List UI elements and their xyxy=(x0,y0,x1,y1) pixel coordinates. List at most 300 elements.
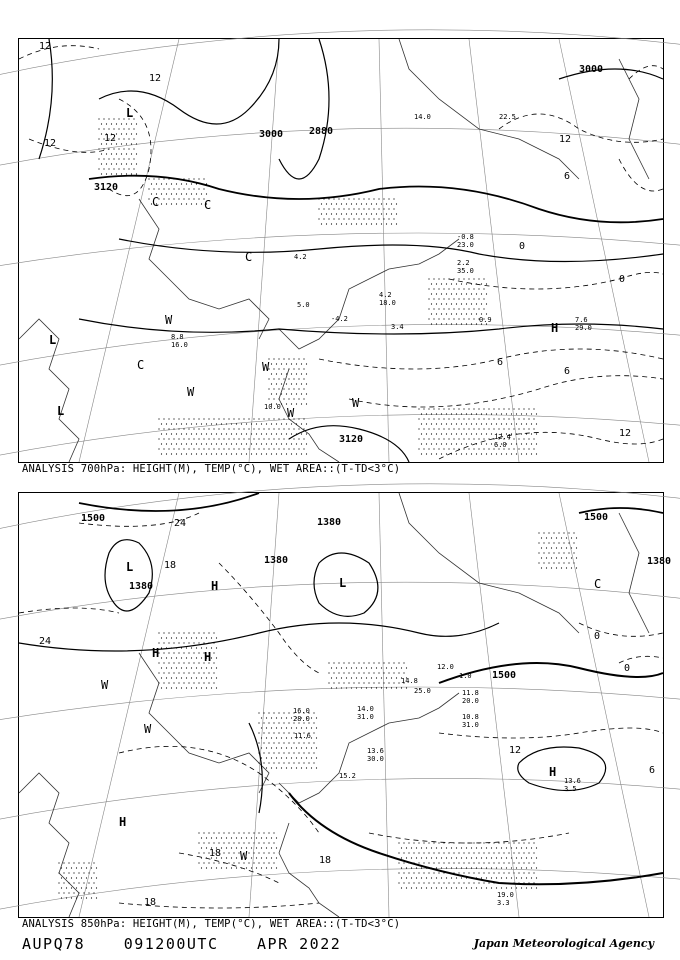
wet-dot xyxy=(186,657,187,658)
wet-dot xyxy=(216,647,217,648)
wet-dot xyxy=(486,413,487,414)
wet-dot xyxy=(478,438,479,439)
wet-dot xyxy=(171,657,172,658)
wet-dot xyxy=(276,737,277,738)
wet-dot xyxy=(511,443,512,444)
wet-dot xyxy=(486,887,487,888)
wet-dot xyxy=(516,413,517,414)
wet-dot xyxy=(388,218,389,219)
wet-dot xyxy=(501,423,502,424)
wet-dot xyxy=(188,642,189,643)
wet-dot xyxy=(226,847,227,848)
map-panel-700hpa xyxy=(18,38,664,463)
wet-dot xyxy=(363,218,364,219)
wet-dot xyxy=(511,423,512,424)
wet-dot xyxy=(406,877,407,878)
wet-dot xyxy=(373,662,374,663)
wet-dot xyxy=(491,887,492,888)
wet-dot xyxy=(546,557,547,558)
wet-dot xyxy=(183,438,184,439)
wet-dot xyxy=(68,872,69,873)
wet-dot xyxy=(246,867,247,868)
wet-dot xyxy=(428,428,429,429)
wet-dot xyxy=(183,672,184,673)
wet-dot xyxy=(273,378,274,379)
wet-dot xyxy=(476,293,477,294)
wet-dot xyxy=(216,837,217,838)
wet-dot xyxy=(283,762,284,763)
wet-dot xyxy=(523,862,524,863)
wet-dot xyxy=(168,632,169,633)
wet-dot xyxy=(476,857,477,858)
wet-dot xyxy=(483,278,484,279)
wet-dot xyxy=(261,837,262,838)
wet-dot xyxy=(168,672,169,673)
wet-dot xyxy=(281,363,282,364)
wet-dot xyxy=(468,308,469,309)
chart-code: AUPQ78 xyxy=(22,935,86,953)
wet-dot xyxy=(536,857,537,858)
wet-dot xyxy=(158,642,159,643)
wet-dot xyxy=(381,223,382,224)
wet-dot xyxy=(306,747,307,748)
wet-dot xyxy=(446,443,447,444)
wet-dot xyxy=(243,418,244,419)
wet-dot xyxy=(246,837,247,838)
wet-dot xyxy=(383,682,384,683)
wet-dot xyxy=(493,872,494,873)
wet-dot xyxy=(263,752,264,753)
wet-dot xyxy=(101,133,102,134)
wet-dot xyxy=(256,867,257,868)
wet-dot xyxy=(493,428,494,429)
wet-dot xyxy=(243,448,244,449)
wet-dot xyxy=(476,847,477,848)
wet-dot xyxy=(133,158,134,159)
wet-dot xyxy=(418,418,419,419)
wet-dot xyxy=(186,687,187,688)
wet-dot xyxy=(358,218,359,219)
wet-dot xyxy=(338,682,339,683)
wet-dot xyxy=(163,428,164,429)
station-value: 4.2 xyxy=(294,253,307,261)
wet-dot xyxy=(271,847,272,848)
wet-dot xyxy=(551,567,552,568)
wet-dot xyxy=(206,647,207,648)
pressure-centers-700 xyxy=(49,106,558,420)
temp-label: 12 xyxy=(104,133,117,144)
wet-dot xyxy=(236,433,237,434)
wet-dot xyxy=(88,862,89,863)
wet-dot xyxy=(181,183,182,184)
wet-dot xyxy=(261,737,262,738)
wet-dot xyxy=(211,453,212,454)
station-value: 23.0 xyxy=(457,241,474,249)
wet-dot xyxy=(398,852,399,853)
wet-dot xyxy=(316,727,317,728)
wet-dot xyxy=(441,867,442,868)
wet-dot xyxy=(281,717,282,718)
wet-dot xyxy=(113,118,114,119)
wet-dot xyxy=(528,428,529,429)
wet-dot xyxy=(203,852,204,853)
wet-dot xyxy=(431,313,432,314)
wet-dot xyxy=(158,188,159,189)
wet-dot xyxy=(178,448,179,449)
wet-dot xyxy=(273,358,274,359)
wet-dot xyxy=(373,682,374,683)
wet-dot xyxy=(281,747,282,748)
wet-dot xyxy=(261,453,262,454)
wet-dot xyxy=(571,567,572,568)
map-700hpa-svg xyxy=(19,39,663,462)
wet-dot xyxy=(303,378,304,379)
wet-dot xyxy=(273,428,274,429)
wet-dot xyxy=(496,867,497,868)
wet-dot xyxy=(371,203,372,204)
wet-dot xyxy=(423,418,424,419)
wet-dot xyxy=(271,727,272,728)
wet-dot xyxy=(178,682,179,683)
wet-dot xyxy=(441,443,442,444)
wet-dot xyxy=(283,712,284,713)
wet-dot xyxy=(101,163,102,164)
wet-dot xyxy=(483,862,484,863)
wet-dot xyxy=(438,278,439,279)
wet-dot xyxy=(381,213,382,214)
wet-dot xyxy=(311,717,312,718)
wet-dot xyxy=(421,443,422,444)
wet-dot xyxy=(188,418,189,419)
wet-dot xyxy=(238,438,239,439)
wet-dot xyxy=(371,687,372,688)
wet-dot xyxy=(183,428,184,429)
wet-dot xyxy=(196,203,197,204)
wet-dot xyxy=(501,867,502,868)
wet-dot xyxy=(433,842,434,843)
station-value: 13.6 xyxy=(564,777,581,785)
wet-dot xyxy=(448,852,449,853)
wet-dot xyxy=(188,632,189,633)
wet-dot xyxy=(338,672,339,673)
wet-dot xyxy=(401,847,402,848)
chart-time: 091200UTC xyxy=(123,935,219,953)
wet-dot xyxy=(251,857,252,858)
wet-dot xyxy=(176,687,177,688)
wet-dot xyxy=(471,857,472,858)
wet-dot xyxy=(176,657,177,658)
wet-dot xyxy=(286,373,287,374)
wet-dot xyxy=(196,667,197,668)
wet-dot xyxy=(413,852,414,853)
wet-dot xyxy=(258,722,259,723)
wet-dot xyxy=(486,283,487,284)
wet-dot xyxy=(471,847,472,848)
wet-dot xyxy=(131,123,132,124)
wet-dot xyxy=(251,847,252,848)
wet-dot xyxy=(376,677,377,678)
wet-dot xyxy=(411,867,412,868)
wet-dot xyxy=(271,767,272,768)
wet-dot xyxy=(498,428,499,429)
warm-center: W xyxy=(262,360,270,374)
wet-dot xyxy=(388,682,389,683)
wet-dot xyxy=(393,672,394,673)
wet-dot xyxy=(251,423,252,424)
wet-dot xyxy=(496,413,497,414)
wet-dot xyxy=(403,882,404,883)
wet-dot xyxy=(346,213,347,214)
wet-dot xyxy=(281,767,282,768)
wet-dot xyxy=(273,722,274,723)
wet-dot xyxy=(428,852,429,853)
wet-dot xyxy=(276,747,277,748)
wet-dot xyxy=(168,682,169,683)
wet-dot xyxy=(201,637,202,638)
wet-dot xyxy=(526,453,527,454)
wet-dot xyxy=(536,847,537,848)
wet-dot xyxy=(483,298,484,299)
wet-dot xyxy=(418,408,419,409)
wet-dot xyxy=(303,398,304,399)
wet-dot xyxy=(481,453,482,454)
wet-dot xyxy=(446,453,447,454)
wet-dot xyxy=(386,687,387,688)
wet-dot xyxy=(531,887,532,888)
wet-dot xyxy=(111,163,112,164)
wet-dot xyxy=(291,403,292,404)
wet-dot xyxy=(536,453,537,454)
wet-dot xyxy=(298,388,299,389)
wet-dot xyxy=(213,662,214,663)
wet-dot xyxy=(178,652,179,653)
wet-dot xyxy=(216,443,217,444)
wet-dot xyxy=(193,438,194,439)
wet-dot xyxy=(228,448,229,449)
wet-dot xyxy=(441,293,442,294)
wet-dot xyxy=(248,448,249,449)
wet-dot xyxy=(281,383,282,384)
wet-dot xyxy=(573,542,574,543)
wet-dot xyxy=(558,532,559,533)
wet-dot xyxy=(453,882,454,883)
wet-dot xyxy=(453,318,454,319)
wet-dot xyxy=(186,647,187,648)
height-label: 1380 xyxy=(264,555,289,566)
wet-dot xyxy=(483,842,484,843)
warm-center: W xyxy=(287,406,295,420)
wet-dot xyxy=(486,867,487,868)
wet-dot xyxy=(63,862,64,863)
wet-dot xyxy=(463,438,464,439)
wet-dot xyxy=(448,308,449,309)
wet-dot xyxy=(286,757,287,758)
wet-dot xyxy=(481,867,482,868)
wet-dot xyxy=(443,418,444,419)
station-value: 12.0 xyxy=(437,663,454,671)
wet-dot xyxy=(246,443,247,444)
wet-dot xyxy=(461,877,462,878)
wet-dot xyxy=(463,308,464,309)
wet-dot xyxy=(221,443,222,444)
wet-dot xyxy=(456,423,457,424)
wet-dot xyxy=(206,847,207,848)
wet-dot xyxy=(171,687,172,688)
wet-dot xyxy=(133,118,134,119)
wet-dot xyxy=(453,438,454,439)
wet-dot xyxy=(468,448,469,449)
wet-dot xyxy=(128,148,129,149)
wet-dot xyxy=(298,448,299,449)
wet-dot xyxy=(401,867,402,868)
wet-dot xyxy=(161,637,162,638)
wet-dot xyxy=(198,642,199,643)
wet-dot xyxy=(376,667,377,668)
wet-dot xyxy=(291,423,292,424)
wet-dot xyxy=(268,842,269,843)
wet-dot xyxy=(433,408,434,409)
height-label: 1500 xyxy=(492,670,517,681)
wet-dot xyxy=(278,722,279,723)
wet-dot xyxy=(263,428,264,429)
wet-dot xyxy=(281,393,282,394)
wet-dot xyxy=(406,667,407,668)
wet-dot xyxy=(168,188,169,189)
wet-dot xyxy=(318,218,319,219)
wet-dot xyxy=(473,448,474,449)
wet-dot xyxy=(441,847,442,848)
wet-dot xyxy=(271,433,272,434)
wet-dot xyxy=(478,408,479,409)
wet-dot xyxy=(93,872,94,873)
wet-dot xyxy=(121,163,122,164)
wet-dot xyxy=(191,423,192,424)
wet-dot xyxy=(203,188,204,189)
wet-dot xyxy=(358,208,359,209)
temp-label: 24 xyxy=(174,518,187,529)
wet-dot xyxy=(473,862,474,863)
cold-center: C xyxy=(594,577,602,591)
wet-dot xyxy=(431,303,432,304)
wet-dot xyxy=(526,887,527,888)
wet-dot xyxy=(301,757,302,758)
wet-dot xyxy=(421,423,422,424)
wet-dot xyxy=(558,552,559,553)
wet-dot xyxy=(188,198,189,199)
wet-dot xyxy=(296,423,297,424)
wet-dot xyxy=(266,747,267,748)
wet-dot xyxy=(341,203,342,204)
wet-dot xyxy=(423,408,424,409)
wet-dot xyxy=(506,423,507,424)
wet-dot xyxy=(563,532,564,533)
wet-dot xyxy=(316,767,317,768)
wet-dot xyxy=(86,897,87,898)
wet-dot xyxy=(136,163,137,164)
warm-center: W xyxy=(240,849,248,863)
wet-dot xyxy=(453,852,454,853)
wet-dot xyxy=(463,852,464,853)
wet-dot xyxy=(91,877,92,878)
wet-dot xyxy=(261,847,262,848)
wet-dot xyxy=(478,288,479,289)
station-value: 6.0 xyxy=(494,441,507,449)
wet-dot xyxy=(471,443,472,444)
wet-dot xyxy=(366,677,367,678)
wet-dot xyxy=(311,737,312,738)
wet-dot xyxy=(161,183,162,184)
wet-dot xyxy=(168,652,169,653)
wet-dot xyxy=(446,847,447,848)
wet-dot xyxy=(126,133,127,134)
wet-dot xyxy=(176,423,177,424)
wet-dot xyxy=(166,443,167,444)
wet-dot xyxy=(463,408,464,409)
wet-dot xyxy=(401,687,402,688)
wet-dot xyxy=(358,672,359,673)
wet-dot xyxy=(483,418,484,419)
wet-dot xyxy=(416,867,417,868)
wet-dot xyxy=(166,687,167,688)
wet-dot xyxy=(183,418,184,419)
wet-dot xyxy=(313,722,314,723)
wet-dot xyxy=(228,418,229,419)
caption-850hpa: ANALYSIS 850hPa: HEIGHT(M), TEMP(°C), WET AREA::(T-TD<3°C) xyxy=(22,918,401,930)
wet-dot xyxy=(171,433,172,434)
wet-dot xyxy=(306,453,307,454)
wet-dot xyxy=(433,852,434,853)
wet-dot xyxy=(371,667,372,668)
wet-dot xyxy=(331,203,332,204)
wet-dot xyxy=(288,712,289,713)
wet-dot xyxy=(201,847,202,848)
wet-dot xyxy=(338,218,339,219)
wet-dot xyxy=(293,368,294,369)
wet-dot xyxy=(418,872,419,873)
wet-dot xyxy=(553,562,554,563)
wet-dot xyxy=(348,662,349,663)
wet-dot xyxy=(543,562,544,563)
station-value: -0.8 xyxy=(457,233,474,241)
wet-dot xyxy=(278,398,279,399)
wet-dot xyxy=(398,862,399,863)
wet-dot xyxy=(428,278,429,279)
wet-dot xyxy=(208,672,209,673)
wet-dot xyxy=(573,552,574,553)
wet-dot xyxy=(533,428,534,429)
wet-dot xyxy=(443,298,444,299)
wet-dot xyxy=(223,832,224,833)
wet-dot xyxy=(201,647,202,648)
wet-dot xyxy=(246,423,247,424)
wet-dot xyxy=(353,198,354,199)
wet-dot xyxy=(283,418,284,419)
wet-dot xyxy=(103,168,104,169)
wet-dot xyxy=(463,298,464,299)
wet-dot xyxy=(306,767,307,768)
wet-dot xyxy=(176,203,177,204)
wet-dot xyxy=(161,647,162,648)
wet-dot xyxy=(278,762,279,763)
wet-dot xyxy=(98,158,99,159)
wet-dot xyxy=(271,443,272,444)
wet-dot xyxy=(256,453,257,454)
temp-labels-700 xyxy=(39,41,631,439)
wet-dot xyxy=(266,857,267,858)
wet-dot xyxy=(116,143,117,144)
wet-dot xyxy=(201,677,202,678)
wet-dot xyxy=(258,732,259,733)
